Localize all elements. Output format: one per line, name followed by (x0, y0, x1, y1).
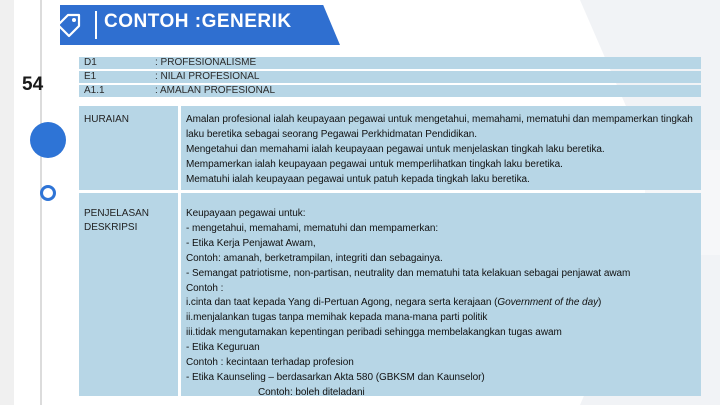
text-line: Contoh: boleh diteladani (258, 386, 365, 398)
huraian-text (186, 113, 693, 188)
text-line: Amalan profesional ialah keupayaan pegawai untuk mengetahui, memahami, mematuhi dan mempamerkan tingkah (186, 114, 693, 125)
text-line: Mematuhi ialah keupayaan pegawai untuk patuh kepada tingkah laku beretika. (186, 173, 530, 185)
huraian-label: HURAIAN (84, 114, 130, 125)
text-line: Keupayaan pegawai untuk: (186, 208, 306, 219)
banner-divider (95, 11, 97, 39)
decorative-ring (40, 185, 56, 201)
text-line: Contoh : (186, 282, 224, 294)
text-line: - Semangat patriotisme, non-partisan, neutrality dan mematuhi tata kelakuan sebagai penjawat awam (186, 267, 631, 279)
text-segment: i.cinta dan taat kepada Yang di-Pertuan Agong, negara serta kerajaan ( (186, 297, 498, 309)
info-code: A1.1 (84, 85, 105, 96)
text-line (186, 296, 630, 311)
text-line: - Etika Kerja Penjawat Awam, (186, 237, 316, 249)
text-line: Contoh: amanah, berketrampilan, integriti dan sebagainya. (186, 252, 443, 264)
text-line: - Etika Kaunseling – berdasarkan Akta 580 (GBKSM dan Kaunselor) (186, 371, 485, 383)
label-line: DESKRIPSI (84, 222, 138, 233)
text-segment: ) (598, 297, 602, 309)
left-stripe (0, 0, 14, 405)
text-line: iii.tidak mengutamakan kepentingan peribadi sehingga membelakangkan tugas awam (186, 327, 562, 339)
info-value: : AMALAN PROFESIONAL (155, 85, 276, 96)
info-code: D1 (84, 57, 97, 68)
info-value: : PROFESIONALISME (155, 57, 257, 68)
page-title: CONTOH :GENERIK (104, 11, 292, 32)
text-line: laku beretika sebagai seorang Pegawai Perkhidmatan Pendidikan. (186, 128, 477, 140)
text-line: Mengetahui dan memahami ialah keupayaan pegawai untuk menjelaskan tingkah laku beretika. (186, 143, 605, 155)
info-value: : NILAI PROFESIONAL (155, 71, 260, 82)
label-line: PENJELASAN (84, 208, 150, 219)
text-line: Contoh : kecintaan terhadap profesion (186, 357, 354, 369)
italic-phrase: Government of the day (497, 297, 599, 309)
text-line: - mengetahui, memahami, mematuhi dan mempamerkan: (186, 222, 439, 234)
page-number: 54 (22, 74, 44, 95)
penjelasan-text (186, 207, 630, 401)
text-line: - Etika Keguruan (186, 342, 260, 354)
text-line: Mempamerkan ialah keupayaan pegawai untuk memperlihatkan tingkah laku beretika. (186, 158, 563, 170)
text-line: ii.menjalankan tugas tanpa memihak kepada mana-mana parti politik (186, 312, 488, 324)
decorative-circle (30, 122, 66, 158)
tag-icon (52, 8, 86, 42)
info-code: E1 (84, 71, 97, 82)
penjelasan-label (84, 207, 149, 235)
left-divider-line (40, 0, 42, 405)
